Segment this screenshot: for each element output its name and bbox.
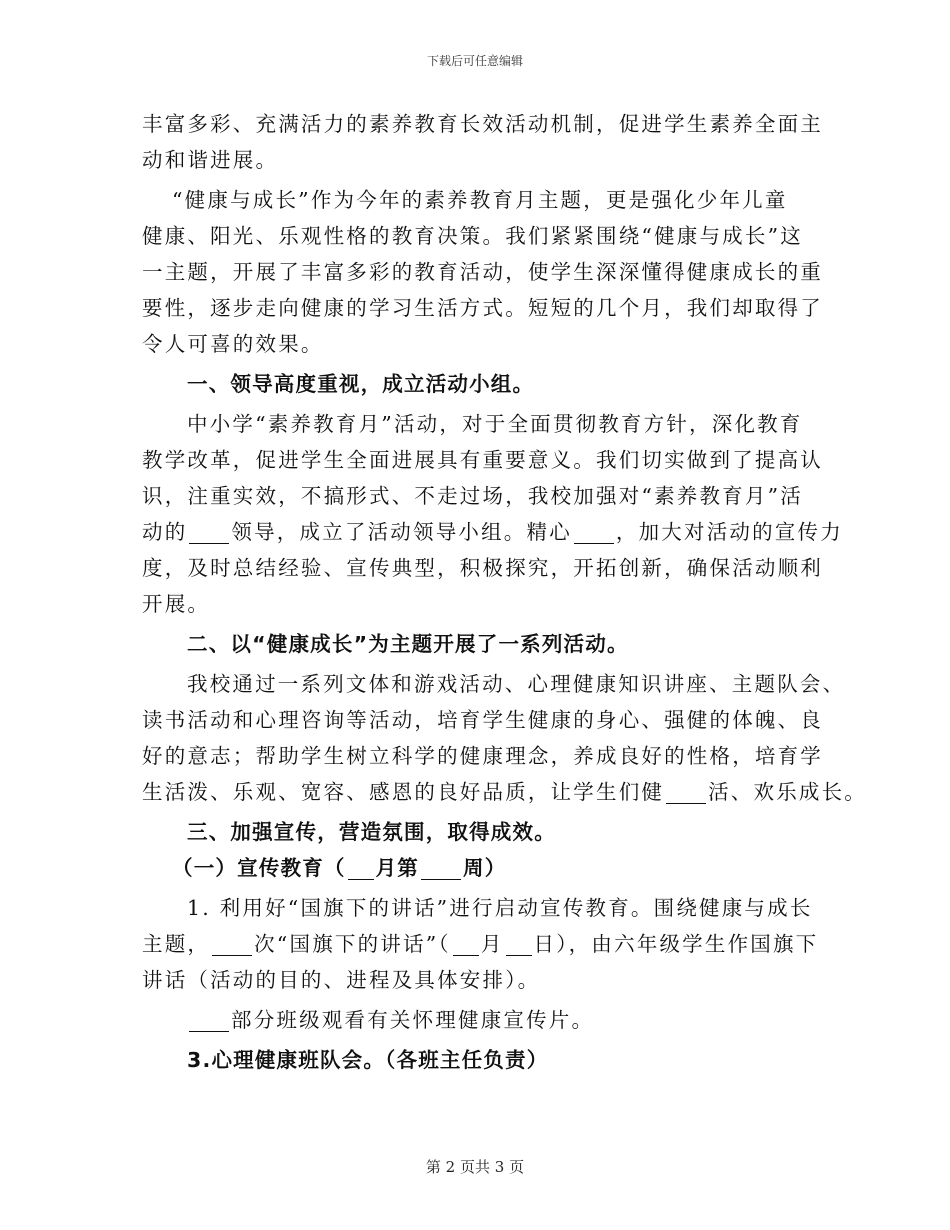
fill-blank [189, 521, 229, 544]
text-fragment: 活、欢乐成长。 [708, 780, 868, 804]
document-body [142, 106, 868, 1078]
text-fragment: （一）宣传教育（ [172, 856, 346, 880]
text-fragment: 部分班级观看有关怀理健康宣传片。 [231, 1008, 595, 1032]
fill-blank [666, 781, 706, 804]
text-fragment: 日），由六年级学生作国旗下 [533, 932, 819, 956]
paragraph-line: 教学改革，促进学生全面进展具有重要意义。我们切实做到了提高认 [142, 448, 823, 472]
text-fragment: 动的 [142, 520, 188, 544]
paragraph-line: 丰富多彩、充满活力的素养教育长效活动机制，促进学生素养全面主 [142, 112, 823, 136]
subsection-heading [142, 850, 822, 886]
paragraph-line [142, 514, 843, 550]
text-fragment: 月第 [375, 856, 420, 880]
fill-blank [421, 857, 461, 880]
page-footer: 第 2 页共 3 页 [425, 1158, 525, 1176]
fill-blank [189, 1009, 229, 1032]
paragraph-line: 读书活动和心理咨询等活动，培育学生健康的身心、强健的体魄、良 [142, 708, 823, 732]
paragraph-line: 动和谐进展。 [142, 148, 279, 172]
paragraph-line: 令人可喜的效果。 [142, 332, 324, 356]
fill-blank [574, 521, 614, 544]
fill-blank [212, 933, 252, 956]
paragraph-line [142, 774, 868, 810]
text-fragment: ，加大对活动的宣传力 [615, 520, 843, 544]
paragraph-line: 开展。 [142, 592, 211, 616]
paragraph-line: “健康与成长”作为今年的素养教育月主题，更是强化少年儿童 [172, 188, 788, 212]
text-fragment: 月 [480, 932, 504, 956]
text-fragment: 次“国旗下的讲话”（ [254, 932, 451, 956]
paragraph-line: 一主题，开展了丰富多彩的教育活动，使学生深深懂得健康成长的重 [142, 260, 823, 284]
section-heading-2: 二、以“健康成长”为主题开展了一系列活动。 [187, 632, 629, 656]
text-fragment: 周） [463, 856, 507, 880]
paragraph-line: 要性，逐步走向健康的学习生活方式。短短的几个月，我们却取得了 [142, 296, 823, 320]
paragraph-line: 识，注重实效，不搞形式、不走过场，我校加强对“素养教育月”活 [142, 484, 803, 508]
paragraph-line: 我校通过一系列文体和游戏活动、心理健康知识讲座、主题队会、 [187, 672, 846, 696]
section-heading-1: 一、领导高度重视，成立活动小组。 [187, 372, 535, 396]
section-heading-3: 三、加强宣传，营造氛围，取得成效。 [187, 820, 556, 844]
fill-blank [348, 857, 374, 880]
paragraph-line: 中小学“素养教育月”活动，对于全面贯彻教育方针，深化教育 [187, 412, 803, 436]
numbered-heading: 3.心理健康班队会。（各班主任负责） [187, 1048, 549, 1072]
page-header: 下载后可任意编辑 [426, 54, 523, 68]
text-fragment: 领导，成立了活动领导小组。精心 [231, 520, 572, 544]
fill-blank [453, 933, 479, 956]
paragraph-line [142, 926, 822, 962]
paragraph-line: 1. 利用好“国旗下的讲话”进行启动宣传教育。围绕健康与成长 [187, 896, 813, 920]
fill-blank [506, 933, 532, 956]
paragraph-line: 健康、阳光、乐观性格的教育决策。我们紧紧围绕“健康与成长”这 [142, 224, 803, 248]
paragraph-line [142, 1002, 822, 1038]
paragraph-line: 讲话（活动的目的、进程及具体安排）。 [142, 968, 541, 992]
paragraph-line: 好的意志；帮助学生树立科学的健康理念，养成良好的性格，培育学 [142, 744, 823, 768]
text-fragment: 生活泼、乐观、宽容、感恩的良好品质，让学生们健 [142, 780, 665, 804]
text-fragment: 主题， [142, 932, 211, 956]
paragraph-line: 度，及时总结经验、宣传典型，积极探究，开拓创新，确保活动顺利 [142, 556, 823, 580]
